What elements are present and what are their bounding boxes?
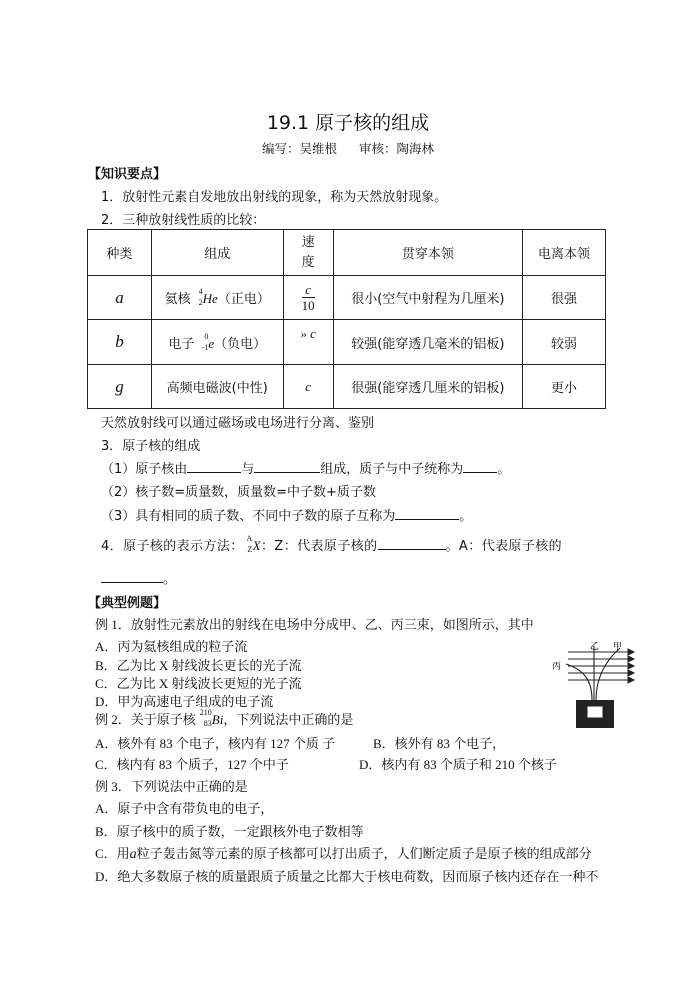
ex3-option-b: B．原子核中的质子数，一定跟核外电子数相等	[95, 824, 364, 839]
blank-6[interactable]	[101, 570, 163, 583]
item-3	[101, 505, 472, 524]
header-ionization: 电离本领	[523, 230, 606, 276]
table-row	[88, 365, 606, 409]
atomic-number: Z	[247, 545, 253, 554]
comp-suffix: （正电）	[217, 292, 270, 307]
source-cavity	[587, 706, 603, 718]
mass-number: A	[246, 534, 253, 543]
label-bing: 丙	[552, 662, 562, 672]
arrow-head	[628, 656, 634, 662]
beam-bing	[566, 664, 592, 700]
ex1-option-a: A．丙为氦核组成的粒子流	[95, 639, 248, 654]
example-2	[95, 709, 353, 728]
ex3-option-c	[95, 843, 592, 863]
composition-beta	[151, 320, 283, 365]
nuclide-notation	[194, 331, 209, 352]
fraction-denominator: 10	[301, 297, 315, 313]
point-4-text-d: 。	[163, 572, 177, 587]
speed-fraction	[302, 282, 315, 313]
point-1: 1．放射性元素自发地放出射线的现象，称为天然放射现象。	[101, 190, 448, 205]
radiation-comparison-table	[87, 229, 606, 409]
arrow-head	[628, 670, 634, 676]
ex1-option-d: D．甲为高速电子组成的电子流	[95, 694, 274, 709]
header-speed-line2: 度	[301, 254, 315, 270]
point-4-cont	[101, 568, 176, 587]
item-1	[101, 458, 510, 477]
item-3-text-a: （3）具有相同的质子数、不同中子数的原子互称为	[101, 509, 396, 524]
fraction-numerator: c	[302, 282, 315, 298]
composition-gamma: 高频电磁波(中性)	[151, 365, 283, 409]
example-3: 例 3．下列说法中正确的是	[95, 779, 248, 794]
ionization-alpha: 很强	[523, 276, 606, 320]
table-header-row	[88, 230, 606, 276]
point-4-text-c: 。A：代表原子核的	[445, 539, 563, 554]
arrow-head	[628, 663, 634, 669]
kind-beta: b	[115, 332, 124, 351]
ex3-c-text-a: C．用	[95, 846, 130, 861]
blank-4[interactable]	[395, 507, 459, 520]
nuclide-notation	[196, 708, 212, 728]
ex2-option-a: A．核外有 83 个电子，核内有 127 个质 子	[95, 736, 336, 751]
table-row	[88, 276, 606, 320]
ex2-option-d: D．核内有 83 个质子和 210 个核子	[359, 757, 557, 772]
item-1-text-a: （1）原子核由	[101, 462, 188, 477]
point-4-text-b: ：Z：代表原子核的	[261, 539, 378, 554]
ex2-text-b: ，下列说法中正确的是	[223, 712, 354, 727]
ex3-c-text-b: 粒子轰击氮等元素的原子核都可以打出质子，人们断定质子是原子核的组成部分	[136, 846, 592, 861]
penetration-beta: 较强(能穿透几毫米的铝板)	[333, 320, 523, 365]
header-penetration: 贯穿本领	[333, 230, 523, 276]
point-2: 2．三种放射线性质的比较：	[101, 213, 266, 228]
section-heading-examples: 【典型例题】	[88, 596, 167, 611]
speed-gamma: c	[283, 365, 333, 409]
element-symbol: e	[208, 335, 215, 351]
atomic-number: -1	[201, 342, 209, 352]
speed-beta: » c	[283, 320, 333, 365]
label-yi: 乙	[590, 642, 600, 652]
comp-prefix: 氦核	[164, 292, 191, 307]
item-1-text-b: 与	[241, 462, 255, 477]
page-title: 19.1 原子核的组成	[266, 112, 430, 134]
point-4-text-a: 4．原子核的表示方法：	[101, 539, 244, 554]
nuclide-notation	[191, 287, 203, 307]
mass-number: 4	[198, 287, 203, 296]
ex1-option-b: B．乙为比 X 射线波长更长的光子流	[95, 658, 302, 673]
author: 编写：吴维根	[261, 141, 337, 156]
alpha-symbol: a	[129, 847, 137, 862]
ionization-gamma: 更小	[523, 365, 606, 409]
penetration-gamma: 很强(能穿透几厘米的铝板)	[333, 365, 523, 409]
ex2-option-c: C．核内有 83 个质子，127 个中子	[95, 757, 289, 772]
mass-number: 0	[204, 331, 209, 341]
ex3-option-d: D．绝大多数原子核的质量跟质子质量之比都大于核电荷数，因而原子核内还存在一种不	[95, 869, 599, 884]
composition-alpha	[151, 276, 283, 320]
blank-3[interactable]	[463, 460, 497, 473]
item-1-text-c: 组成，质子与中子统称为	[320, 462, 464, 477]
ex2-option-b: B．核外有 83 个电子，	[373, 736, 506, 751]
radiation-deflection-figure	[546, 642, 636, 734]
comp-prefix: 电子	[168, 336, 195, 352]
beam-jia	[596, 648, 620, 700]
label-jia: 甲	[613, 642, 623, 652]
ex2-text-a: 例 2．关于原子核	[95, 712, 196, 727]
penetration-alpha: 很小(空气中射程为几厘米)	[333, 276, 523, 320]
arrow-head	[628, 677, 634, 683]
section-heading-knowledge: 【知识要点】	[88, 167, 167, 182]
comp-suffix: （负电）	[214, 336, 267, 352]
header-speed-line1: 速	[301, 234, 315, 250]
header-kind: 种类	[88, 230, 152, 276]
arrow-head	[628, 649, 634, 655]
header-speed	[283, 230, 333, 276]
kind-gamma: g	[115, 376, 124, 396]
element-symbol: He	[202, 291, 218, 306]
element-symbol: Bi	[211, 712, 224, 727]
mass-number: 210	[199, 708, 212, 717]
point-4	[101, 535, 562, 554]
ex1-option-c: C．乙为比 X 射线波长更短的光子流	[95, 676, 302, 691]
item-1-text-d: 。	[497, 462, 511, 477]
blank-2[interactable]	[254, 460, 320, 473]
atomic-number: 83	[203, 719, 212, 728]
point-3: 3．原子核的组成	[101, 439, 201, 454]
blank-5[interactable]	[378, 537, 446, 550]
reviewer: 审核：陶海林	[358, 141, 434, 156]
ex3-option-a: A．原子中含有带负电的电子，	[95, 801, 274, 816]
table-row	[88, 320, 606, 365]
example-1: 例 1．放射性元素放出的射线在电场中分成甲、乙、丙三束，如图所示，其中	[95, 617, 534, 632]
byline	[0, 139, 696, 157]
blank-1[interactable]	[187, 460, 241, 473]
header-composition: 组成	[151, 230, 283, 276]
atomic-number: 2	[198, 298, 203, 307]
element-symbol: X	[252, 538, 262, 553]
nuclide-notation	[244, 534, 253, 554]
item-2: （2）核子数=质量数，质量数=中子数+质子数	[101, 485, 376, 500]
ionization-beta: 较弱	[523, 320, 606, 365]
item-3-text-b: 。	[459, 509, 473, 524]
kind-alpha: a	[115, 287, 124, 307]
after-table-note: 天然放射线可以通过磁场或电场进行分离、鉴别	[101, 416, 375, 431]
